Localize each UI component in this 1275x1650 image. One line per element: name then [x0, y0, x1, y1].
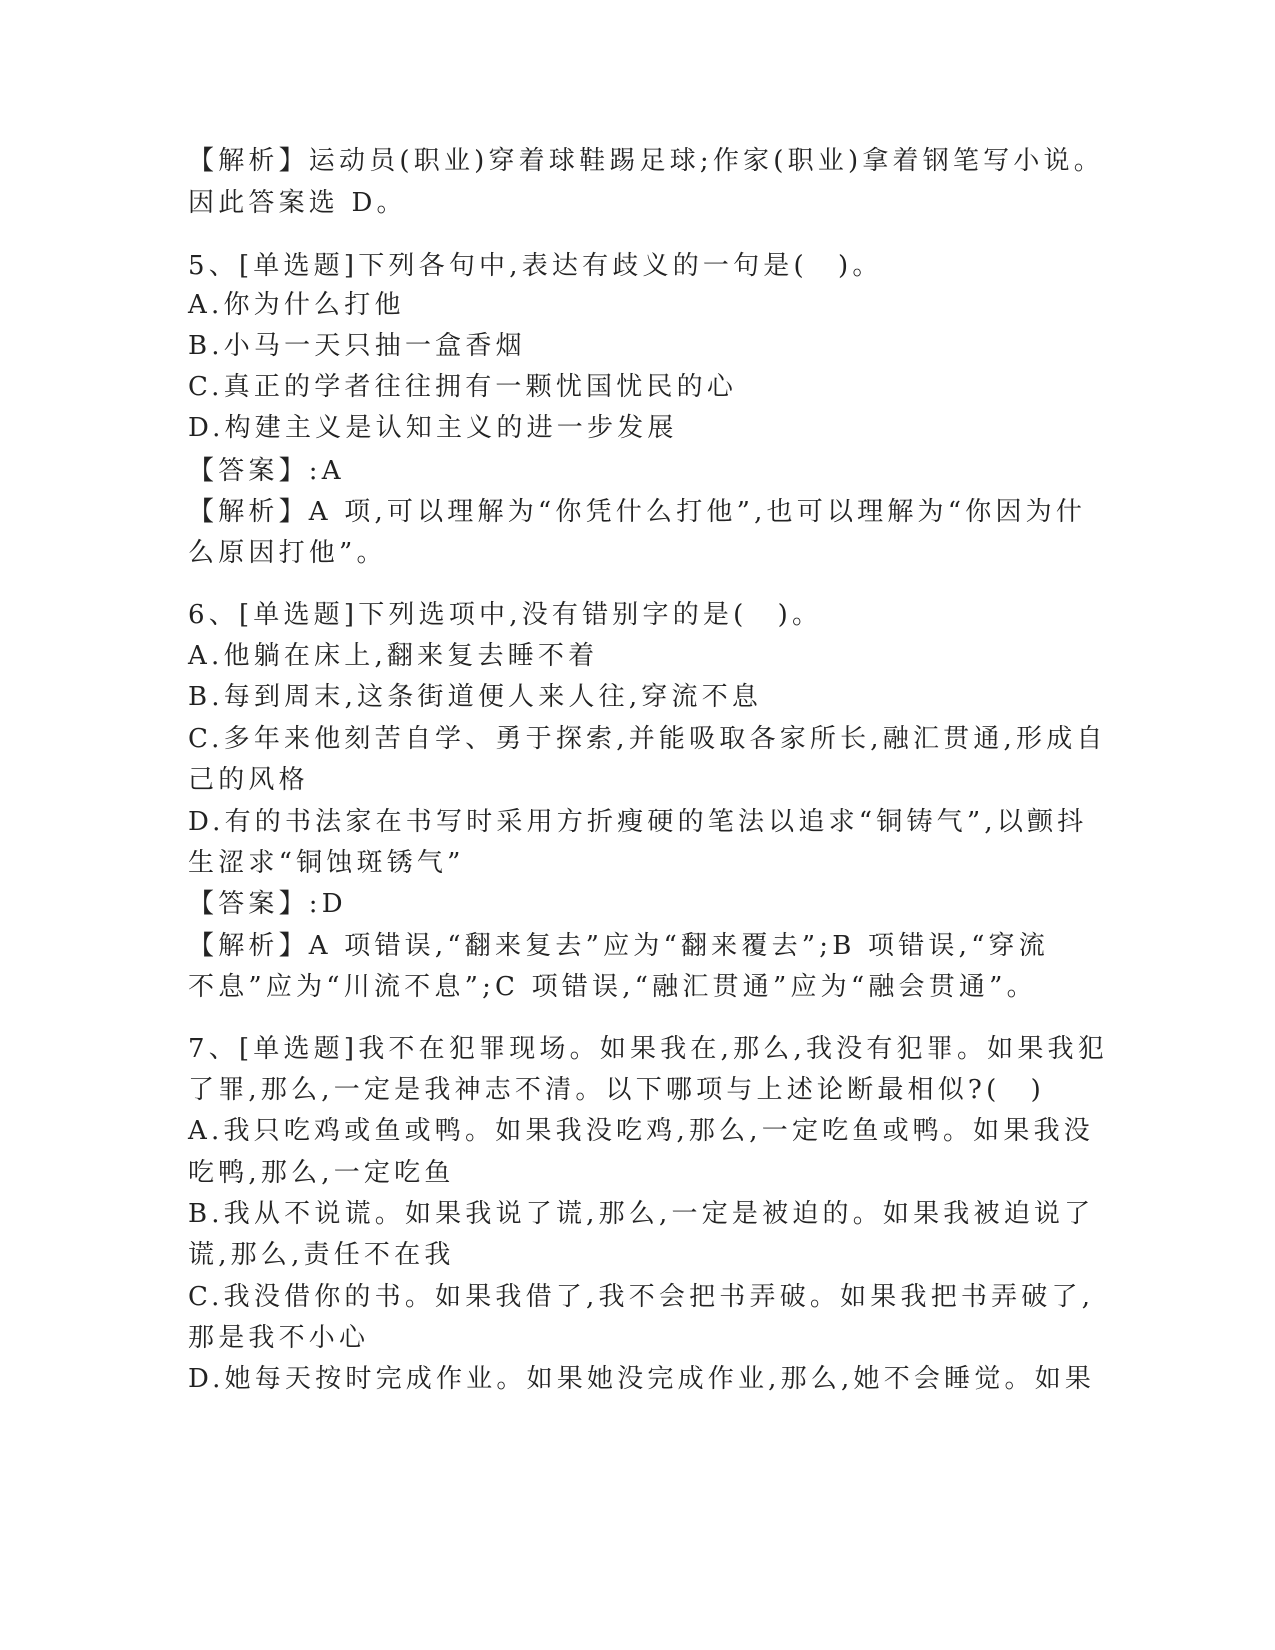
question-6-analysis-line-2: 不息”应为“川流不息”;C 项错误,“融汇贯通”应为“融会贯通”。 [188, 972, 1037, 1002]
question-6-option-b: B.每到周末,这条街道便人来人往,穿流不息 [188, 682, 763, 712]
question-6-option-c-line-2: 己的风格 [188, 765, 309, 795]
question-7-option-c-line-1: C.我没借你的书。如果我借了,我不会把书弄破。如果我把书弄破了, [188, 1282, 1095, 1312]
question-6-option-a: A.他躺在床上,翻来复去睡不着 [188, 641, 599, 671]
analysis-q4-line-1: 【解析】运动员(职业)穿着球鞋踢足球;作家(职业)拿着钢笔写小说。 [188, 146, 1104, 176]
question-6-answer: 【答案】:D [188, 889, 347, 919]
question-5-option-b: B.小马一天只抽一盒香烟 [188, 331, 526, 361]
question-5-option-a: A.你为什么打他 [188, 290, 405, 320]
analysis-q4-line-2: 因此答案选 D。 [188, 188, 407, 218]
question-6-analysis-line-1: 【解析】A 项错误,“翻来复去”应为“翻来覆去”;B 项错误,“穿流 [188, 931, 1049, 961]
question-7-option-b-line-2: 谎,那么,责任不在我 [188, 1240, 455, 1270]
question-7-stem-line-1: 7、[单选题]我不在犯罪现场。如果我在,那么,我没有犯罪。如果我犯 [188, 1034, 1108, 1064]
question-7-option-a-line-1: A.我只吃鸡或鱼或鸭。如果我没吃鸡,那么,一定吃鱼或鸭。如果我没 [188, 1116, 1094, 1146]
question-7-option-b-line-1: B.我从不说谎。如果我说了谎,那么,一定是被迫的。如果我被迫说了 [188, 1199, 1095, 1229]
question-6-option-c-line-1: C.多年来他刻苦自学、勇于探索,并能吸取各家所长,融汇贯通,形成自 [188, 724, 1107, 754]
question-5-stem: 5、[单选题]下列各句中,表达有歧义的一句是( )。 [188, 251, 883, 281]
question-6-option-d-line-2: 生涩求“铜蚀斑锈气” [188, 848, 465, 878]
question-6-stem: 6、[单选题]下列选项中,没有错别字的是( )。 [188, 600, 823, 630]
question-7-option-c-line-2: 那是我不小心 [188, 1323, 370, 1353]
question-5-option-d: D.构建主义是认知主义的进一步发展 [188, 413, 678, 443]
question-5-analysis-line-2: 么原因打他”。 [188, 538, 387, 568]
question-6-option-d-line-1: D.有的书法家在书写时采用方折瘦硬的笔法以追求“铜铸气”,以颤抖 [188, 807, 1088, 837]
question-5-answer: 【答案】:A [188, 456, 345, 486]
question-7-option-d-line-1: D.她每天按时完成作业。如果她没完成作业,那么,她不会睡觉。如果 [188, 1364, 1096, 1394]
question-7-option-a-line-2: 吃鸭,那么,一定吃鱼 [188, 1158, 455, 1188]
question-5-analysis-line-1: 【解析】A 项,可以理解为“你凭什么打他”,也可以理解为“你因为什 [188, 497, 1087, 527]
question-5-option-c: C.真正的学者往往拥有一颗忧国忧民的心 [188, 372, 738, 402]
question-7-stem-line-2: 了罪,那么,一定是我神志不清。以下哪项与上述论断最相似?( ) [188, 1075, 1045, 1105]
